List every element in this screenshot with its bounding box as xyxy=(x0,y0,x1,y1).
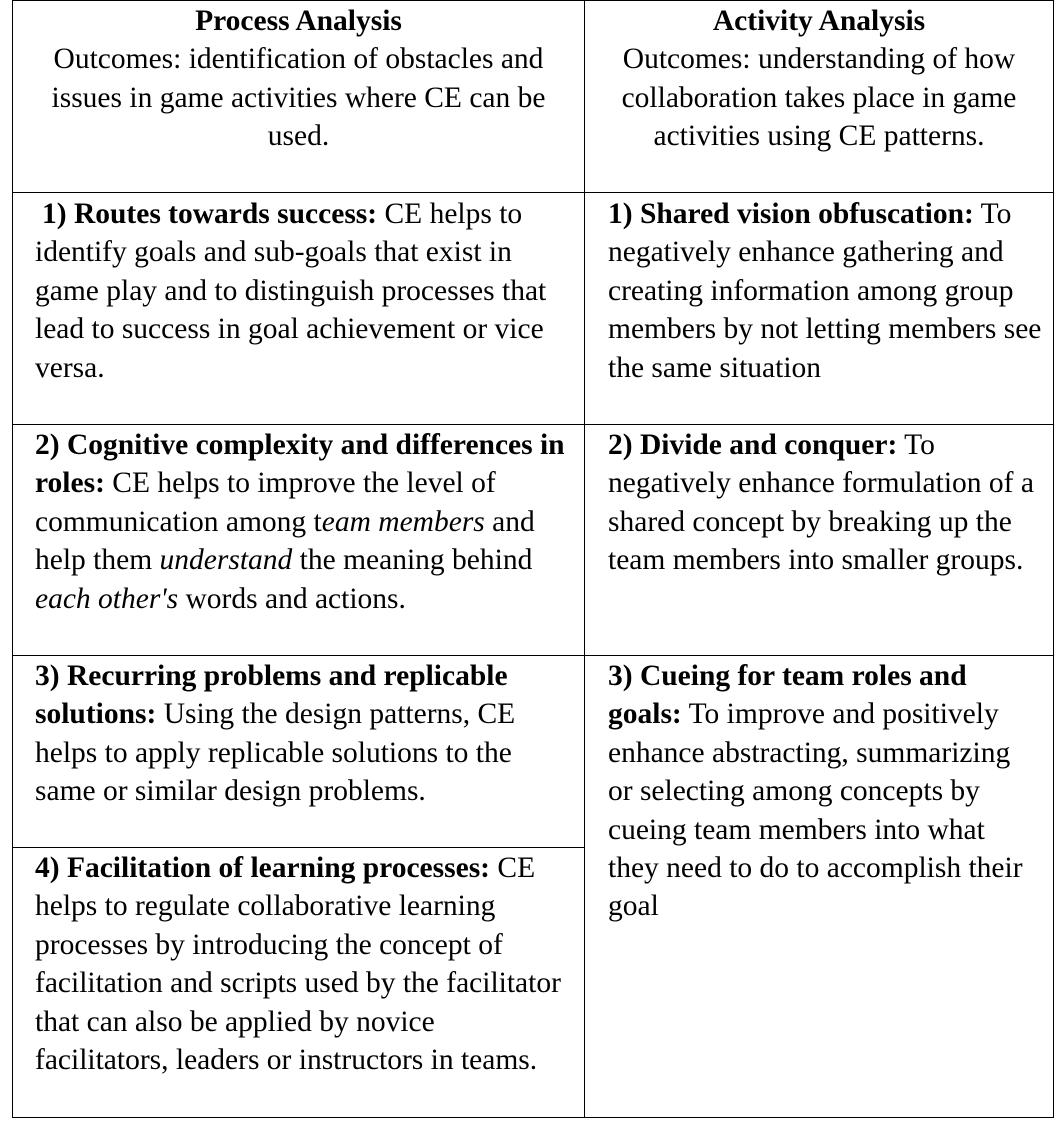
activity-item-text: To negatively enhance formulation of a shared concept by breaking up the team members into smaller groups. xyxy=(608,429,1034,577)
process-item-text: and help them xyxy=(35,505,535,577)
activity-item-shared-vision xyxy=(608,195,1048,424)
header-activity-outcomes: Outcomes: understanding of how collaboration takes place in game activities using CE patterns. xyxy=(621,43,1017,153)
activity-item-text: To improve and positively enhance abstracting, summarizing or selecting among concepts by cueing team members into what they need to do to accomplish their goal xyxy=(608,698,1023,923)
header-process-analysis xyxy=(13,2,584,192)
process-item-emphasis: eam members xyxy=(321,505,485,538)
process-item-emphasis: each other's xyxy=(35,582,179,615)
process-item-heading: 1) Routes towards success: xyxy=(42,198,378,230)
process-item-text: words and actions. xyxy=(178,582,406,615)
process-item-text: CE helps to identify goals and sub-goals that exist in game play and to distinguish processes that lead to success in goal achievement or vice versa. xyxy=(35,198,547,384)
table-border-row1 xyxy=(12,424,1054,425)
process-item-heading: 3) Recurring problems and replicable solutions: xyxy=(35,660,508,731)
process-item-facilitation xyxy=(35,849,565,1117)
process-item-recurring xyxy=(35,657,565,847)
table-border-row3-left xyxy=(12,847,585,848)
table-border-top xyxy=(12,0,1054,1)
activity-item-heading: 1) Shared vision obfuscation: xyxy=(608,198,974,230)
process-item-text: CE helps to improve the level of communication among t xyxy=(35,467,496,538)
process-item-heading: 4) Facilitation of learning processes: xyxy=(35,852,491,884)
activity-item-text: To negatively enhance gathering and creating information among group members by not letting members see the same situation xyxy=(608,198,1042,384)
process-item-cognitive xyxy=(35,426,565,655)
process-item-emphasis: understand xyxy=(159,544,293,577)
process-item-text: Using the design patterns, CE helps to apply replicable solutions to the same or similar design problems. xyxy=(35,698,516,808)
table-border-row2 xyxy=(12,655,1054,656)
activity-item-heading: 3) Cueing for team roles and goals: xyxy=(608,660,967,731)
header-process-outcomes: Outcomes: identification of obstacles and issues in game activities where CE can be used. xyxy=(51,43,546,153)
header-activity-title: Activity Analysis xyxy=(712,5,926,37)
header-activity-analysis xyxy=(585,2,1053,192)
process-item-routes xyxy=(35,195,565,424)
table-border-header xyxy=(12,192,1054,193)
table-border-right xyxy=(1053,0,1054,1118)
activity-item-divide-conquer xyxy=(608,426,1048,655)
table-border-bottom xyxy=(12,1117,1054,1118)
process-item-text: the meaning behind xyxy=(292,544,533,577)
activity-item-heading: 2) Divide and conquer: xyxy=(608,429,898,461)
header-process-title: Process Analysis xyxy=(195,5,402,37)
activity-item-cueing xyxy=(608,657,1038,1117)
process-item-heading: 2) Cognitive complexity and differences in roles: xyxy=(35,429,565,500)
process-item-text: CE helps to regulate collaborative learning processes by introducing the concept of facilitation and scripts used by the facilitator that can also be applied by novice facilitators, leaders or instructors in teams. xyxy=(35,852,561,1077)
